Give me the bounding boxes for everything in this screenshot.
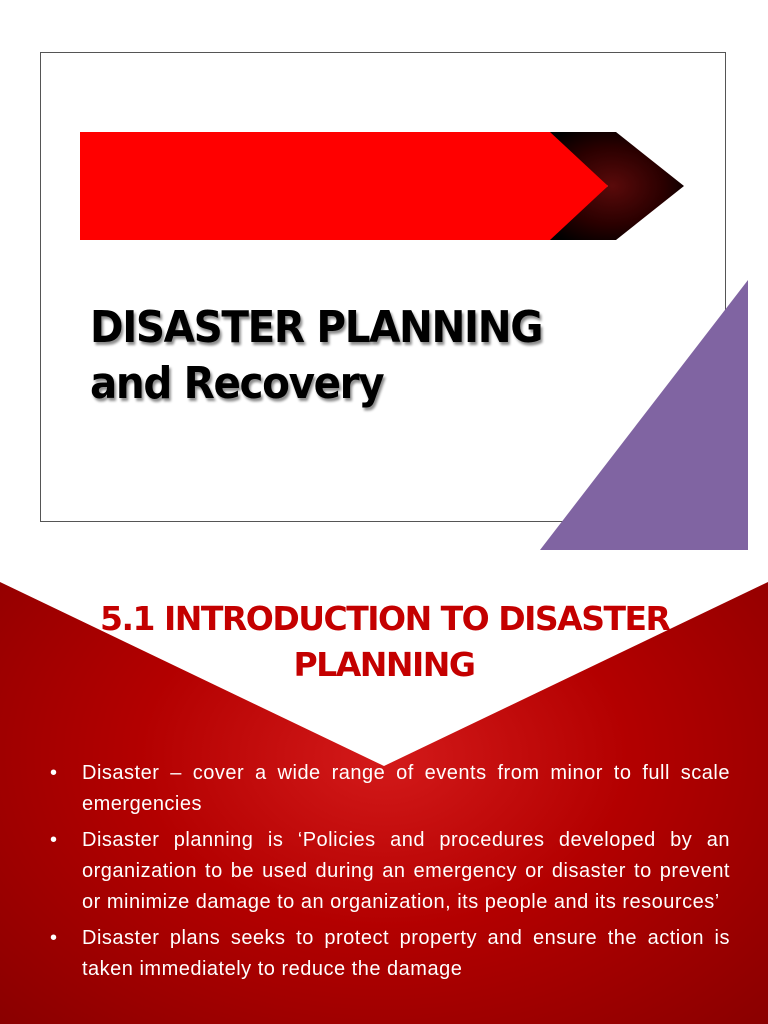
bullet-text: Disaster planning is ‘Policies and procedures developed by an organization to be used during an emergency or disaster to prevent or minimize damage to an organization, its people and its resources’ bbox=[82, 829, 730, 913]
bullet-text: Disaster plans seeks to protect property and ensure the action is taken immediately to reduce the damage bbox=[82, 927, 730, 980]
content-slide bbox=[0, 578, 768, 1024]
content-slide-heading bbox=[100, 596, 668, 688]
bullet-dot-icon: • bbox=[50, 762, 58, 784]
bullet-item bbox=[50, 923, 730, 985]
bullet-text: Disaster – cover a wide range of events from minor to full scale emergencies bbox=[82, 762, 730, 815]
bullet-item bbox=[50, 758, 730, 820]
red-arrow-banner bbox=[80, 130, 686, 242]
heading-line-2: PLANNING bbox=[293, 645, 475, 684]
heading-line-1: 5.1 INTRODUCTION TO DISASTER bbox=[100, 599, 670, 638]
title-slide-heading bbox=[90, 300, 581, 412]
bullet-item bbox=[50, 825, 730, 918]
title-line-1: DISASTER PLANNING bbox=[90, 302, 543, 353]
bullet-dot-icon: • bbox=[50, 927, 58, 949]
bullet-list bbox=[50, 758, 730, 990]
title-line-2: and Recovery bbox=[90, 358, 384, 409]
bullet-dot-icon: • bbox=[50, 829, 58, 851]
